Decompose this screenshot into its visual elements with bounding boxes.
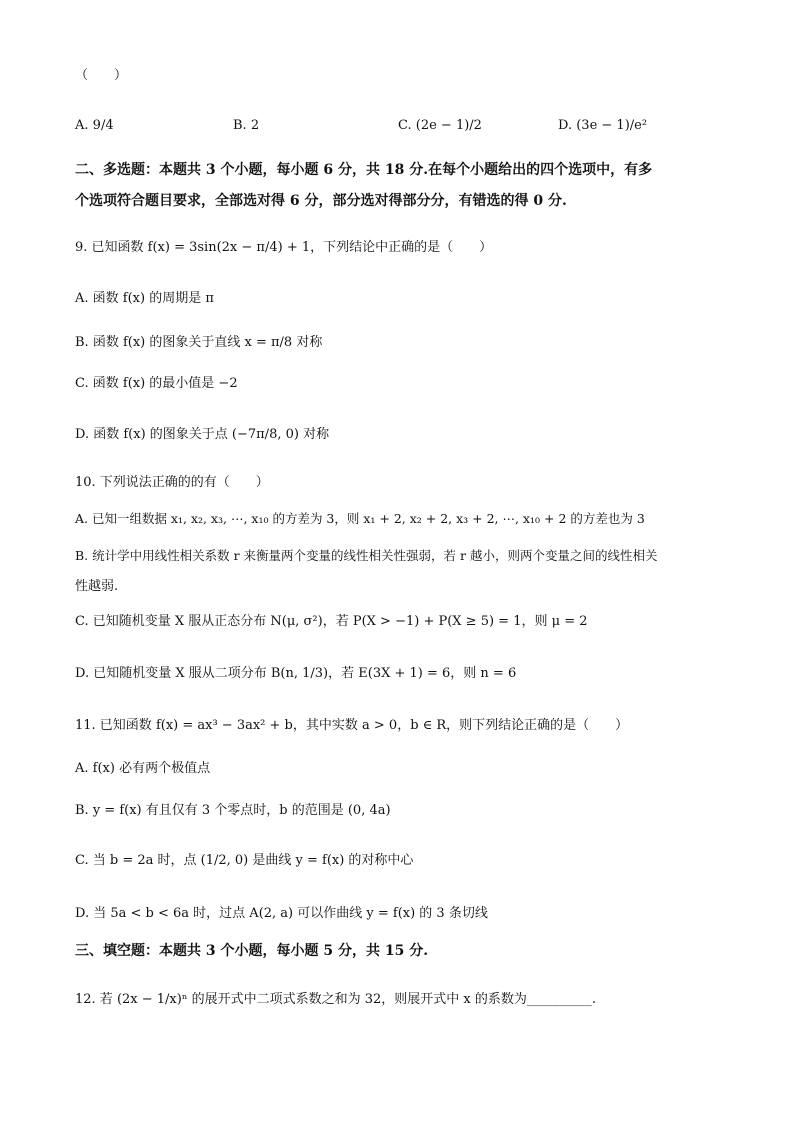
question-8-option-a	[75, 116, 114, 136]
question-10-option-a: A. 已知一组数据 x₁, x₂, x₃, ⋯, x₁₀ 的方差为 3，则 x₁ + 2, x₂ + 2, x₃ + 2, ⋯, x₁₀ + 2 的方差也为 3	[75, 511, 645, 526]
question-8-bracket: （ ）	[75, 68, 128, 83]
question-11-option-c: C. 当 b = 2a 时，点 (1/2, 0) 是曲线 y = f(x) 的对称中心	[75, 853, 414, 868]
section-2-heading-line-2: 个选项符合题目要求，全部选对得 6 分，部分选对得部分分，有错选的得 0 分.	[75, 193, 567, 209]
question-8-option-d	[558, 116, 647, 136]
section-3-heading: 三、填空题：本题共 3 个小题，每小题 5 分，共 15 分.	[75, 943, 429, 959]
question-12-stem: 12. 若 (2x − 1/x)ⁿ 的展开式中二项式系数之和为 32，则展开式中 x 的系数为__________.	[75, 992, 596, 1007]
option-letter: B.	[233, 118, 247, 133]
question-10-option-c: C. 已知随机变量 X 服从正态分布 N(μ, σ²)，若 P(X > −1) + P(X ≥ 5) = 1，则 μ = 2	[75, 614, 588, 629]
section-2-heading-line-1: 二、多选题：本题共 3 个小题，每小题 6 分，共 18 分.在每个小题给出的四个选项中，有多	[75, 162, 653, 178]
question-9-option-a: A. 函数 f(x) 的周期是 π	[75, 291, 214, 306]
question-8-option-b	[233, 116, 259, 136]
option-value: 2	[250, 118, 260, 133]
option-letter: C.	[398, 118, 412, 133]
question-10-option-b-line-1: B. 统计学中用线性相关系数 r 来衡量两个变量的线性相关性强弱，若 r 越小，则两个变量之间的线性相关	[75, 548, 658, 563]
option-value: 9/4	[92, 118, 114, 133]
question-10-stem: 10. 下列说法正确的的有（ ）	[75, 475, 269, 490]
question-9-option-d: D. 函数 f(x) 的图象关于点 (−7π/8, 0) 对称	[75, 427, 330, 442]
question-9-option-c: C. 函数 f(x) 的最小值是 −2	[75, 376, 238, 391]
question-11-stem: 11. 已知函数 f(x) = ax³ − 3ax² + b，其中实数 a > 0，b ∈ R，则下列结论正确的是（ ）	[75, 718, 629, 733]
option-value: (2e − 1)/2	[415, 118, 482, 133]
question-11-option-a: A. f(x) 必有两个极值点	[75, 761, 211, 776]
question-9-stem: 9. 已知函数 f(x) = 3sin(2x − π/4) + 1，下列结论中正确的是（ ）	[75, 240, 493, 255]
question-10-option-b-line-2: 性越弱.	[75, 579, 119, 594]
question-11-option-b: B. y = f(x) 有且仅有 3 个零点时，b 的范围是 (0, 4a)	[75, 803, 391, 818]
option-value: (3e − 1)/e²	[576, 118, 648, 133]
question-8-option-c	[398, 116, 482, 136]
question-9-option-b: B. 函数 f(x) 的图象关于直线 x = π/8 对称	[75, 335, 323, 350]
question-11-option-d: D. 当 5a < b < 6a 时，过点 A(2, a) 可以作曲线 y = f(x) 的 3 条切线	[75, 906, 488, 921]
option-letter: D.	[558, 118, 573, 133]
question-10-option-d: D. 已知随机变量 X 服从二项分布 B(n, 1/3)，若 E(3X + 1) = 6，则 n = 6	[75, 666, 517, 681]
option-letter: A.	[75, 118, 89, 133]
